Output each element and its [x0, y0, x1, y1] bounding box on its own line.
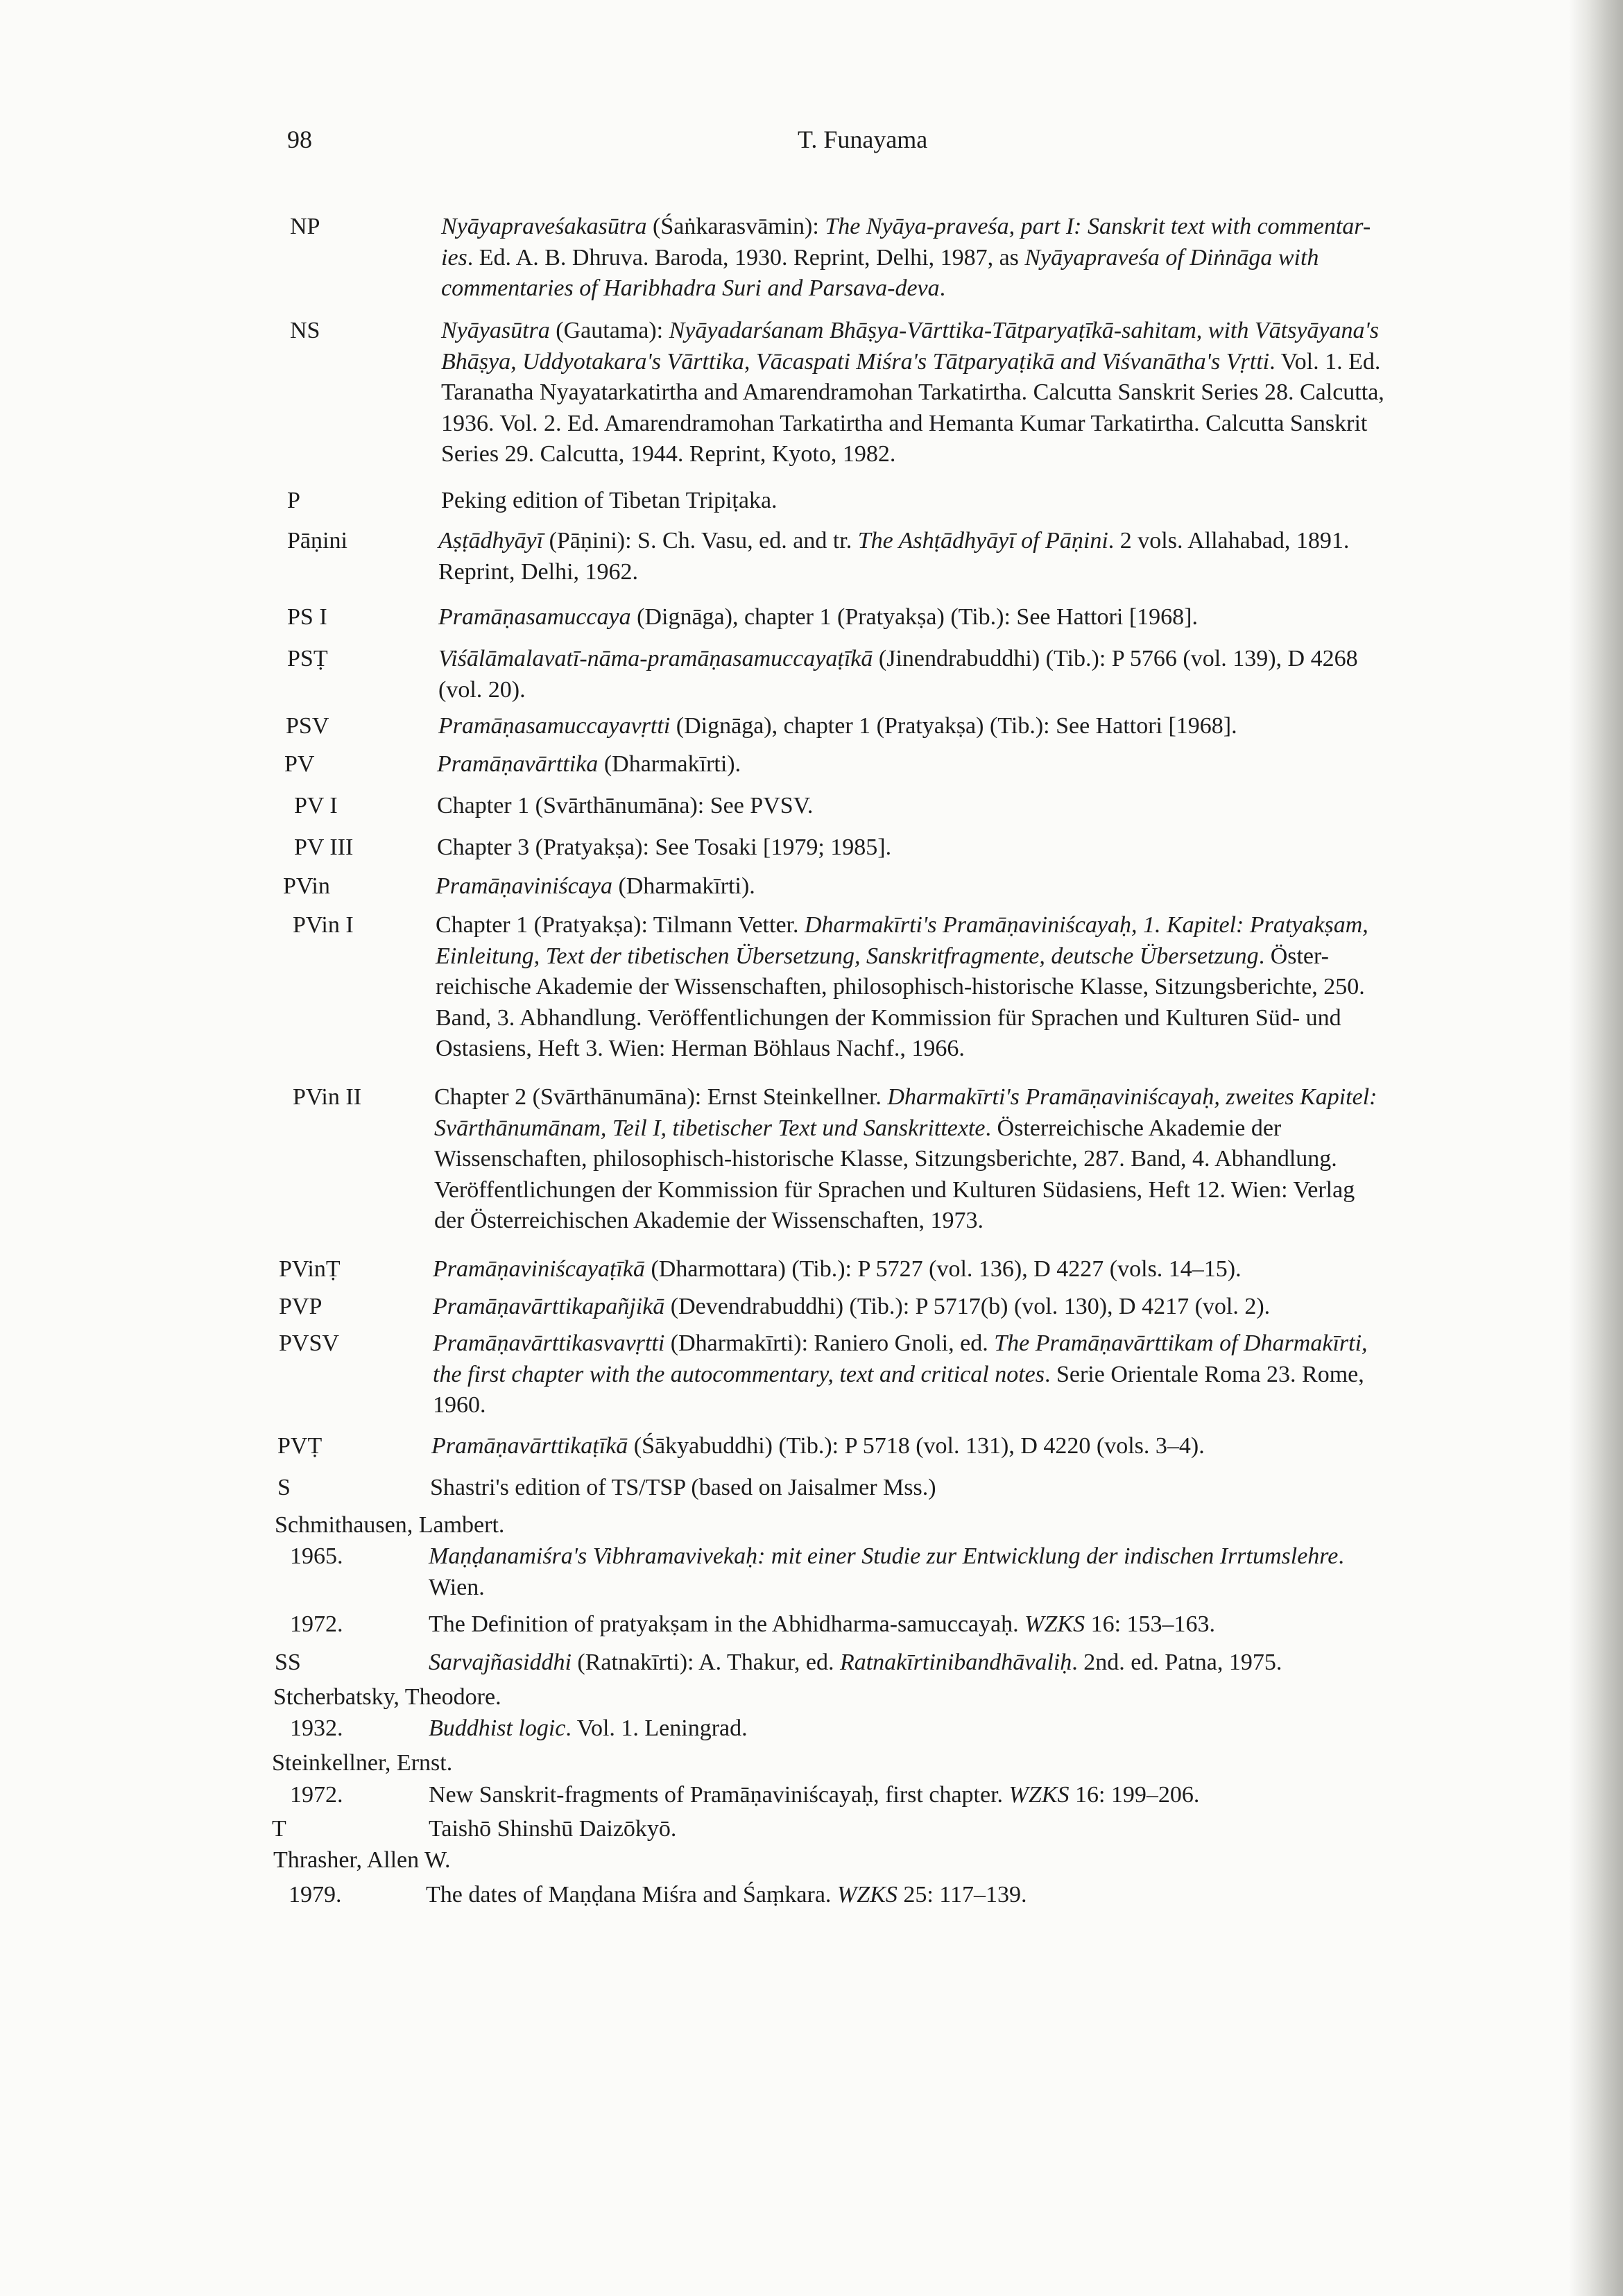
entry-line: Nyāyasūtra (Gautama): Nyāyadarśanam Bhāṣya-Vārttika-Tātparyaṭīkā-sahitam, with Vātsyāyana's — [441, 318, 1379, 343]
entry-abbreviation: 1979. — [289, 1882, 342, 1908]
entry-line: ies. Ed. A. B. Dhruva. Baroda, 1930. Reprint, Delhi, 1987, as Nyāyapraveśa of Diṅnāga with — [441, 244, 1319, 271]
entry-description — [433, 1328, 1368, 1421]
entry-description — [438, 526, 1349, 588]
entry-line: Pramāṇavārttikaṭīkā (Śākyabuddhi) (Tib.): P 5718 (vol. 131), D 4220 (vols. 3–4). — [431, 1433, 1205, 1459]
entry-line: Einleitung, Text der tibetischen Übersetzung, Sanskritfragmente, deutsche Übersetzung. Öster- — [436, 943, 1329, 969]
entry-description — [436, 871, 755, 902]
entry-description — [438, 602, 1198, 633]
entry-abbreviation: PVin I — [293, 912, 354, 938]
page-number: 98 — [287, 126, 312, 153]
entry-abbreviation: PV I — [294, 793, 338, 819]
entry-abbreviation: S — [277, 1475, 291, 1500]
entry-line: commentaries of Haribhadra Suri and Parsava-deva. — [441, 275, 946, 301]
entry-abbreviation: PS I — [287, 604, 327, 630]
entry-description — [441, 316, 1384, 470]
entry-line: the first chapter with the autocommentary, text and critical notes. Serie Orientale Roma 23. Rome, — [433, 1361, 1364, 1387]
entry-line: Buddhist logic. Vol. 1. Leningrad. — [429, 1715, 748, 1741]
entry-abbreviation: PVSV — [279, 1330, 339, 1356]
running-head: T. Funayama — [798, 126, 928, 153]
entry-abbreviation: 1932. — [290, 1715, 343, 1741]
entry-abbreviation: PVṬ — [277, 1433, 323, 1459]
entry-line: Peking edition of Tibetan Tripiṭaka. — [441, 488, 778, 513]
entry-abbreviation: SS — [275, 1650, 301, 1675]
entry-line: Taishō Shinshū Daizōkyō. — [429, 1816, 677, 1842]
entry-line: 1960. — [433, 1392, 486, 1418]
entry-description — [437, 749, 741, 780]
entry-description — [429, 1814, 676, 1845]
entry-line: Svārthānumānam, Teil I, tibetischer Text und Sanskrittexte. Österreichische Akademie der — [434, 1115, 1282, 1141]
entry-line: Pramāṇasamuccaya (Dignāga), chapter 1 (Pratyakṣa) (Tib.): See Hattori [1968]. — [438, 604, 1198, 630]
entry-line: Pramāṇavārttika (Dharmakīrti). — [437, 751, 741, 777]
entry-description — [441, 212, 1371, 305]
entry-line: Taranatha Nyayatarkatirtha and Amarendramohan Tarkatirtha. Calcutta Sanskrit Series 28. Calcutta, — [441, 379, 1384, 405]
entry-abbreviation: PVinṬ — [279, 1256, 341, 1282]
entry-description — [429, 1541, 1344, 1603]
entry-line: The Definition of pratyakṣam in the Abhidharma-samuccayaḥ. WZKS 16: 153–163. — [429, 1611, 1216, 1637]
entry-abbreviation: Thrasher, Allen W. — [273, 1847, 451, 1873]
entry-line: Pramāṇavārttikapañjikā (Devendrabuddhi) (Tib.): P 5717(b) (vol. 130), D 4217 (vol. 2). — [433, 1294, 1271, 1319]
entry-line: Pramāṇasamuccayavṛtti (Dignāga), chapter 1 (Pratyakṣa) (Tib.): See Hattori [1968]. — [438, 713, 1237, 739]
entry-line: der Österreichischen Akademie der Wissenschaften, 1973. — [434, 1208, 984, 1233]
entry-line: Pramāṇaviniścayaṭīkā (Dharmottara) (Tib.): P 5727 (vol. 136), D 4227 (vols. 14–15). — [433, 1256, 1242, 1282]
entry-description — [433, 1254, 1242, 1285]
entry-abbreviation: NS — [290, 318, 320, 343]
entry-line: Bhāṣya, Uddyotakara's Vārttika, Vācaspati Miśra's Tātparyaṭikā and Viśvanātha's Vṛtti. Vol. 1. Ed. — [441, 348, 1381, 375]
entry-abbreviation: T — [272, 1816, 286, 1842]
entry-abbreviation: 1972. — [290, 1782, 343, 1808]
entry-description — [437, 791, 813, 822]
entry-line: Chapter 1 (Svārthānumāna): See PVSV. — [437, 793, 814, 819]
entry-abbreviation: PVin — [283, 873, 330, 899]
entry-abbreviation: Pāṇini — [287, 528, 347, 554]
entry-abbreviation: 1972. — [290, 1611, 343, 1637]
entry-abbreviation: PVin II — [293, 1084, 362, 1110]
entry-abbreviation: NP — [290, 214, 320, 239]
entry-description — [438, 644, 1358, 705]
entry-description — [434, 1082, 1377, 1237]
entry-line: Wissenschaften, philosophisch-historische Klasse, Sitzungsberichte, 287. Band, 4. Abhandlung. — [434, 1146, 1337, 1172]
entry-line: Pramāṇaviniścaya (Dharmakīrti). — [436, 873, 755, 899]
entry-line: Chapter 1 (Pratyakṣa): Tilmann Vetter. Dharmakīrti's Pramāṇaviniścayaḥ, 1. Kapitel: Pratyakṣam, — [436, 912, 1368, 938]
entry-description — [437, 832, 891, 864]
entry-line: reichische Akademie der Wissenschaften, philosophisch-historische Klasse, Sitzungsberichte, 250. — [436, 974, 1365, 1000]
entry-line: Chapter 2 (Svārthānumāna): Ernst Steinkellner. Dharmakīrti's Pramāṇaviniścayaḥ, zweites Kapitel: — [434, 1084, 1377, 1110]
entry-line: Viśālāmalavatī-nāma-pramāṇasamuccayaṭīkā (Jinendrabuddhi) (Tib.): P 5766 (vol. 139), D 4268 — [438, 646, 1358, 671]
entry-abbreviation: Schmithausen, Lambert. — [275, 1512, 505, 1538]
entry-abbreviation: PSV — [286, 713, 329, 739]
entry-description — [426, 1880, 1027, 1911]
entry-description — [431, 1431, 1205, 1462]
entry-line: Aṣṭādhyāyī (Pāṇini): S. Ch. Vasu, ed. and tr. The Ashṭādhyāyī of Pāṇini. 2 vols. Allahabad, 1891. — [438, 528, 1350, 554]
entry-description — [429, 1647, 1282, 1679]
entry-line: 1936. Vol. 2. Ed. Amarendramohan Tarkatirtha and Hemanta Kumar Tarkatirtha. Calcutta Sanskrit — [441, 410, 1368, 436]
entry-description — [429, 1780, 1199, 1811]
page-edge-shadow — [1569, 0, 1623, 2296]
entry-abbreviation: Stcherbatsky, Theodore. — [273, 1684, 501, 1710]
entry-abbreviation: PV — [284, 751, 315, 777]
entry-abbreviation: 1965. — [290, 1543, 343, 1569]
entry-line: Chapter 3 (Pratyakṣa): See Tosaki [1979; 1985]. — [437, 834, 892, 860]
entry-line: Ostasiens, Heft 3. Wien: Herman Böhlaus Nachf., 1966. — [436, 1036, 965, 1061]
entry-line: Reprint, Delhi, 1962. — [438, 558, 639, 585]
entry-abbreviation: Steinkellner, Ernst. — [272, 1750, 453, 1776]
entry-description — [429, 1609, 1215, 1640]
entry-line: Shastri's edition of TS/TSP (based on Jaisalmer Mss.) — [430, 1475, 936, 1500]
entry-description — [441, 486, 778, 517]
entry-line: Nyāyapraveśakasūtra (Śaṅkarasvāmin): The Nyāya-praveśa, part I: Sanskrit text with commentar- — [441, 214, 1371, 239]
entry-line: (vol. 20). — [438, 676, 526, 703]
entry-description — [430, 1473, 936, 1504]
entry-description — [438, 711, 1237, 742]
entry-line: Wien. — [429, 1574, 485, 1600]
entry-line: New Sanskrit-fragments of Pramāṇaviniścayaḥ, first chapter. WZKS 16: 199–206. — [429, 1782, 1200, 1808]
entry-line: Pramāṇavārttikasvavṛtti (Dharmakīrti): Raniero Gnoli, ed. The Pramāṇavārttikam of Dharmakīrti, — [433, 1330, 1368, 1356]
entry-abbreviation: PSṬ — [287, 646, 328, 671]
entry-description — [429, 1713, 748, 1745]
entry-line: Veröffentlichungen der Kommission für Sprachen und Kulturen Südasiens, Heft 12. Wien: Verlag — [434, 1176, 1355, 1203]
entry-line: Band, 3. Abhandlung. Veröffentlichungen der Kommission für Sprachen und Kulturen Süd- und — [436, 1004, 1341, 1031]
entry-line: The dates of Maṇḍana Miśra and Śaṃkara. WZKS 25: 117–139. — [426, 1882, 1027, 1908]
entry-description — [433, 1292, 1270, 1323]
entry-abbreviation: PV III — [294, 834, 354, 860]
entry-abbreviation: P — [287, 488, 300, 513]
entry-abbreviation: PVP — [279, 1294, 323, 1319]
entry-line: Sarvajñasiddhi (Ratnakīrti): A. Thakur, ed. Ratnakīrtinibandhāvaliḥ. 2nd. ed. Patna, 1975. — [429, 1650, 1282, 1675]
entry-line: Series 29. Calcutta, 1944. Reprint, Kyoto, 1982. — [441, 441, 896, 467]
entry-line: Maṇḍanamiśra's Vibhramavivekaḥ: mit einer Studie zur Entwicklung der indischen Irrtumslehre. — [429, 1543, 1344, 1569]
entry-description — [436, 910, 1368, 1065]
